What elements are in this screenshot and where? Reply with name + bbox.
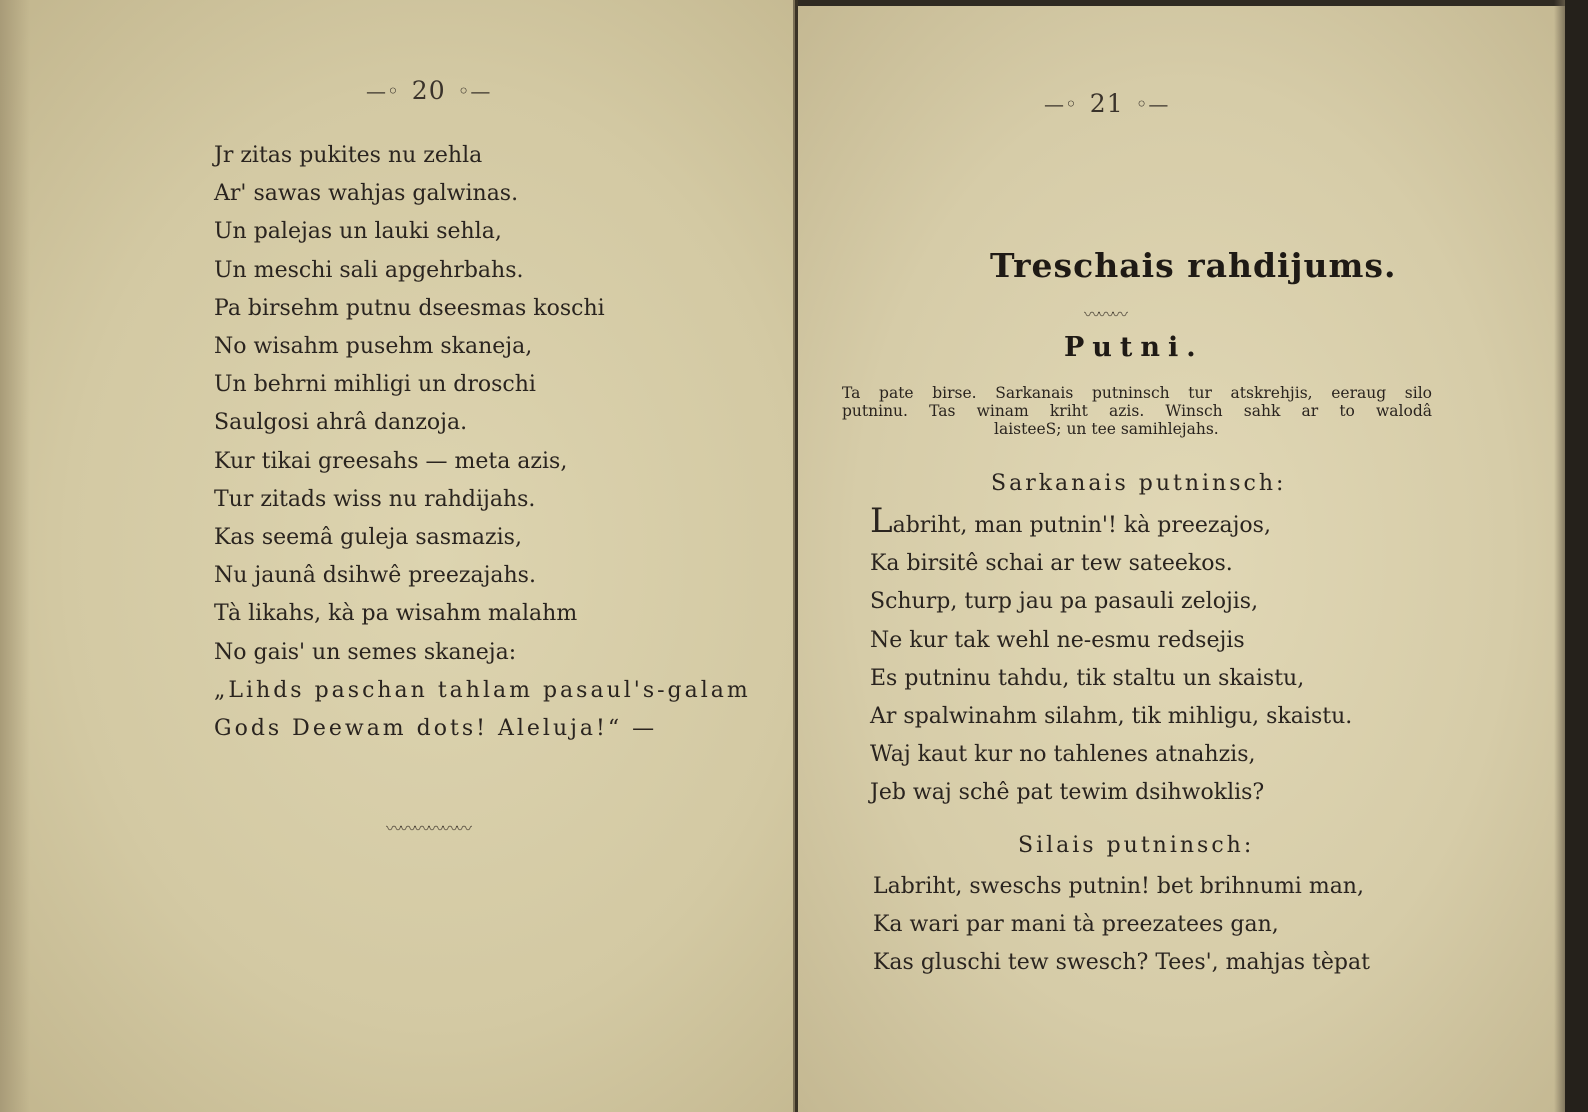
folio-ornament-right: ◦—: [457, 78, 492, 103]
speaker1-verse: [870, 501, 1353, 813]
verse-line: Labriht, sweschs putnin! bet brihnumi man,: [873, 874, 1364, 899]
verse-line: Kas seemâ guleja sasmazis,: [214, 525, 522, 551]
verse-line: Ka birsitê schai ar tew sateekos.: [870, 551, 1233, 577]
speaker-label: Sarkanais putninsch:: [991, 471, 1287, 496]
verse-line-rest: abriht, man putnin'! kà preezajos,: [892, 513, 1271, 538]
folio-ornament-right: ◦—: [1135, 91, 1170, 116]
stage-direction-line: Ta pate birse. Sarkanais putninsch tur atskrehjis, eeraug silo: [842, 384, 1432, 402]
verse-line: Tà likahs, kà pa wisahm malahm: [214, 601, 578, 627]
left-verse: [214, 137, 751, 748]
verse-line: Tur zitads wiss nu rahdijahs.: [214, 486, 536, 512]
stage-direction-line: putninu. Tas winam kriht azis. Winsch sahk ar to walodâ: [842, 402, 1432, 420]
verse-line: Kur tikai greesahs — meta azis,: [214, 448, 568, 474]
verse-line: No wisahm pusehm skaneja,: [214, 334, 533, 360]
left-page-number: [366, 76, 491, 105]
right-page-number-text: 21: [1089, 89, 1124, 118]
end-ornament: 〰〰〰〰〰〰: [386, 819, 471, 838]
drop-cap: L: [870, 501, 893, 541]
verse-line-spaced: „Lihds paschan tahlam pasaul's-galam: [214, 677, 751, 703]
folio-ornament-left: —◦: [1044, 91, 1078, 116]
verse-line: Jr zitas pukites nu zehla: [214, 143, 483, 168]
title-ornament: 〰〰〰: [1084, 305, 1127, 324]
book-edge: [1565, 0, 1588, 1112]
verse-line: Schurp, turp jau pa pasauli zelojis,: [870, 589, 1259, 615]
page-top-shadow: [798, 0, 1568, 6]
speaker2-verse: [873, 868, 1370, 983]
left-page-number-text: 20: [411, 76, 446, 105]
section-title: Treschais rahdijums.: [990, 246, 1397, 285]
verse-line-spaced: Gods Deewam dots! Aleluja!“ —: [214, 716, 658, 742]
right-page-number: [1044, 89, 1169, 118]
verse-line: Un meschi sali apgehrbahs.: [214, 257, 524, 283]
stage-direction: [842, 384, 1432, 438]
verse-line: Un behrni mihligi un droschi: [214, 372, 536, 398]
verse-line: Nu jaunâ dsihwê preezajahs.: [214, 563, 536, 589]
verse-line: No gais' un semes skaneja:: [214, 639, 517, 665]
right-page: [795, 0, 1568, 1112]
verse-line: Kas gluschi tew swesch? Tees', mahjas tèpat: [873, 950, 1370, 976]
verse-line: Waj kaut kur no tahlenes atnahzis,: [870, 742, 1256, 768]
verse-line: Un palejas un lauki sehla,: [214, 219, 502, 245]
verse-line: Jeb waj schê pat tewim dsihwoklis?: [870, 780, 1265, 806]
speaker-label: Silais putninsch:: [1018, 833, 1255, 858]
poem-title: Putni.: [1064, 332, 1204, 363]
folio-ornament-left: —◦: [366, 78, 400, 103]
verse-line: Ar' sawas wahjas galwinas.: [214, 181, 519, 207]
verse-line-first: [870, 501, 1352, 545]
verse-line: Ar spalwinahm silahm, tik mihligu, skaistu.: [870, 704, 1353, 730]
verse-line: Pa birsehm putnu dseesmas koschi: [214, 295, 605, 321]
verse-line: Ka wari par mani tà preezatees gan,: [873, 912, 1279, 938]
verse-line: Es putninu tahdu, tik staltu un skaistu,: [870, 665, 1305, 691]
stage-direction-line: laisteeS; un tee samihlejahs.: [994, 420, 1219, 438]
verse-line: Saulgosi ahrâ danzoja.: [214, 410, 468, 436]
verse-line: Ne kur tak wehl ne-esmu redsejis: [870, 627, 1245, 653]
